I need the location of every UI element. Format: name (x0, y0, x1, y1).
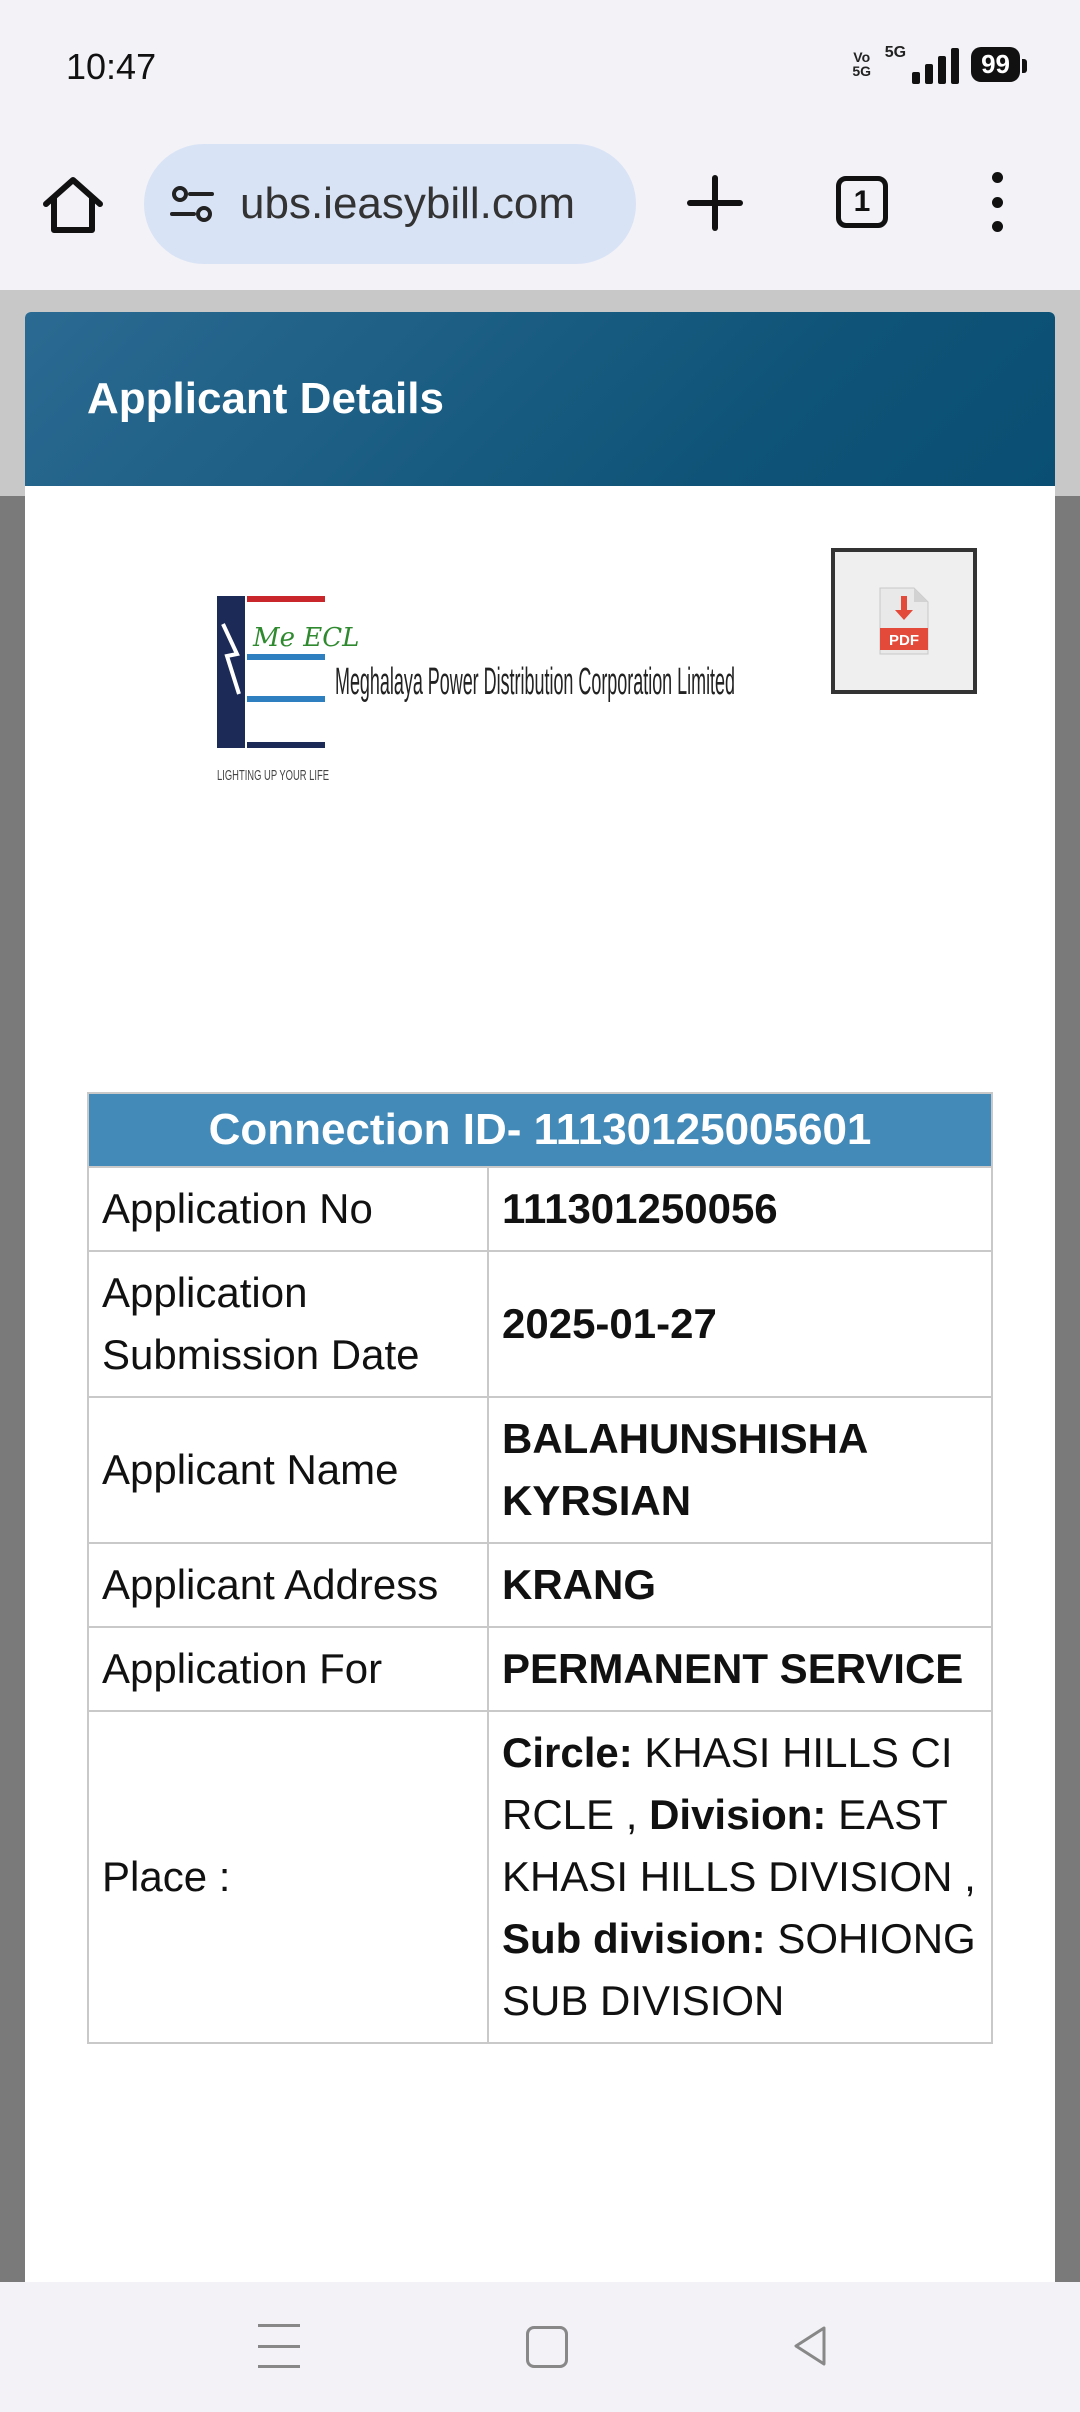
connection-details-table (87, 1092, 993, 2044)
row-value: 111301250056 (488, 1167, 992, 1251)
row-value: KRANG (488, 1543, 992, 1627)
address-bar[interactable] (144, 144, 636, 264)
division-label: Division: (649, 1791, 827, 1838)
svg-text:PDF: PDF (889, 632, 919, 649)
circle-label: Circle: (502, 1729, 633, 1776)
row-label: Application No (88, 1167, 488, 1251)
row-label: Applicant Address (88, 1543, 488, 1627)
tab-switcher-button[interactable]: 1 (836, 176, 888, 228)
place-value: Circle: KHASI HILLS CIRCLE , Division: EAST KHASI HILLS DIVISION , Sub division: SOHIONG SUB DIVISION (488, 1711, 992, 2043)
battery-icon: 99 (971, 47, 1020, 82)
table-row (88, 1627, 992, 1711)
svg-text:LIGHTING UP YOUR LIFE: LIGHTING UP YOUR LIFE (217, 767, 329, 784)
url-text: ubs.ieasybill.com (240, 179, 576, 228)
recent-apps-icon[interactable] (258, 2324, 300, 2368)
new-tab-icon[interactable] (680, 168, 750, 238)
status-bar (0, 0, 1080, 130)
web-page (0, 290, 1080, 2282)
pdf-icon (874, 586, 934, 656)
home-nav-icon[interactable] (526, 2326, 568, 2368)
row-value: 2025-01-27 (488, 1251, 992, 1397)
card-header (25, 312, 1055, 486)
more-options-icon[interactable] (982, 172, 1012, 232)
mepdcl-logo (215, 584, 735, 784)
browser-toolbar (0, 130, 1080, 290)
clock: 10:47 (66, 46, 157, 87)
signal-icon (912, 44, 959, 84)
table-row (88, 1543, 992, 1627)
download-pdf-button[interactable] (831, 548, 977, 694)
svg-text:Me ECL: Me ECL (253, 623, 360, 653)
network-type-label: 5G (884, 44, 907, 61)
table-row (88, 1397, 992, 1543)
circle-value: KHASI HILLS CIRCLE (502, 1729, 953, 1838)
status-icons (851, 44, 1020, 84)
system-navigation-bar (0, 2282, 1080, 2412)
back-icon[interactable] (790, 2324, 830, 2368)
applicant-details-card (25, 312, 1055, 2282)
svg-text:Meghalaya Power Distribution C: Meghalaya Power Distribution Corporation Limited (335, 661, 735, 703)
table-row (88, 1251, 992, 1397)
row-label: Applicant Name (88, 1397, 488, 1543)
site-settings-icon[interactable] (166, 178, 218, 230)
subdivision-label: Sub division: (502, 1915, 766, 1962)
connection-id-header: Connection ID- 11130125005601 (88, 1093, 992, 1167)
table-row (88, 1167, 992, 1251)
subdivision-value: SOHIONG SUB DIVISION (502, 1915, 976, 2024)
row-value: PERMANENT SERVICE (488, 1627, 992, 1711)
card-title: Applicant Details (87, 374, 444, 423)
row-value: BALAHUNSHISHA KYRSIAN (488, 1397, 992, 1543)
division-value: EAST KHASI HILLS DIVISION (502, 1791, 953, 1900)
row-label: Application For (88, 1627, 488, 1711)
table-row (88, 1711, 992, 2043)
row-label: Place : (88, 1711, 488, 2043)
row-label: Application Submission Date (88, 1251, 488, 1397)
volte-indicator: Vo 5G (852, 49, 872, 79)
home-icon[interactable] (38, 170, 108, 240)
